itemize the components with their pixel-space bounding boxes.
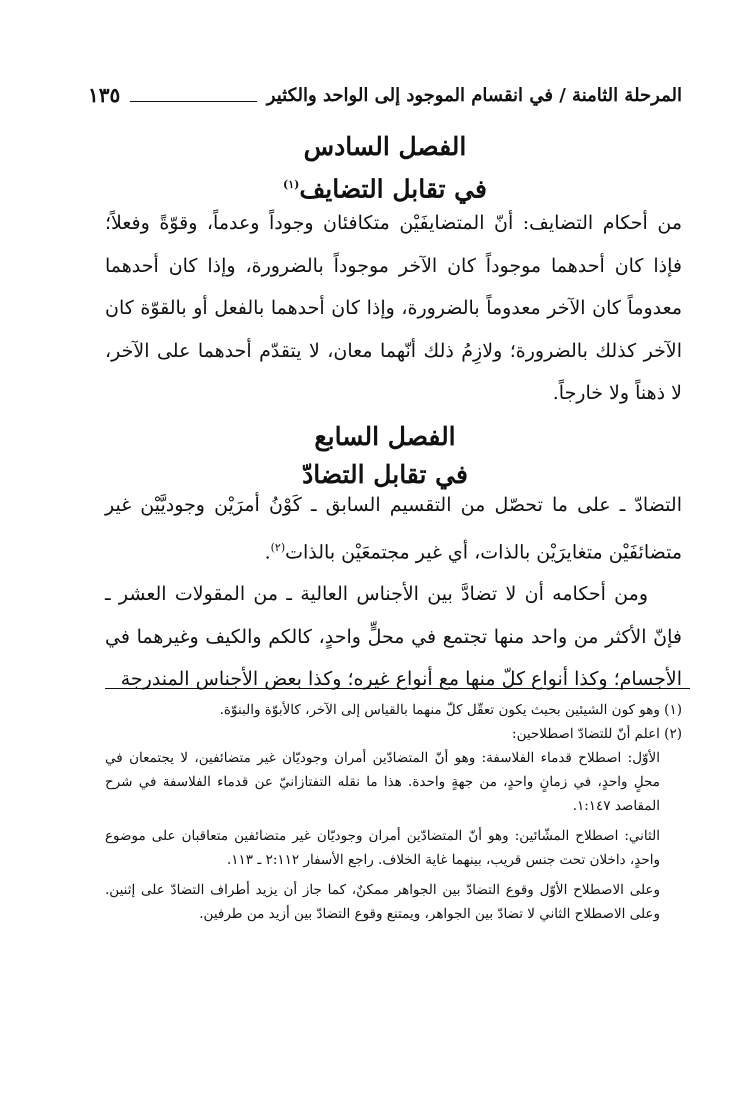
footnote-separator bbox=[105, 688, 690, 689]
chapter-7-body bbox=[105, 484, 682, 701]
footnote-ref-2: (٢) bbox=[270, 540, 286, 554]
chapter-7-title: الفصل السابع bbox=[314, 422, 456, 451]
chapter-7-paragraph-2: ومن أحكامه أن لا تضادَّ بين الأجناس العالية ـ من المقولات العشر ـ فإنّ الأكثر من واحد منها تجتمع في محلٍّ واحدٍ، كالكم والكيف وغيرهما في الأجسام؛ وكذا أنواع كلّ منها مع أنواع غيره؛ وكذا بعض الأجناس المندرجة bbox=[105, 583, 682, 691]
footnote-2-second-term: الثاني: اصطلاح المشّائين: وهو أنّ المتضادّين أمران وجوديّان غير متضائفين متعاقبان على موضوع واحدٍ، داخلان تحت جنس قريب، بينهما غاية الخلاف. راجع الأسفار ٢:١١٢ ـ ١١٣. bbox=[105, 828, 660, 868]
chapter-7-paragraph-1: التضادّ ـ على ما تحصّل من التقسيم السابق ـ كَوْنُ أمرَيْن وجوديَّيْن غير متضائفَيْن متغايرَيْن بالذات، أي غير مجتمعَيْن بالذات$^{(٢)}$. bbox=[105, 494, 682, 563]
footnote-2-intro: (٢) اعلم أنّ للتضادّ اصطلاحين: bbox=[512, 726, 682, 742]
chapter-7-heading bbox=[90, 418, 680, 494]
chapter-6-heading bbox=[90, 128, 680, 208]
footnotes bbox=[105, 698, 682, 926]
running-title: المرحلة الثامنة / في انقسام الموجود إلى الواحد والكثير bbox=[266, 84, 682, 106]
footnote-2-conclusion: وعلى الاصطلاح الأوّل وقوع التضادّ بين الجواهر ممكنٌ، كما جاز أن يزيد أطراف التضادّ على إثنين. وعلى الاصطلاح الثاني لا تضادّ بين الجواهر، ويمتنع وقوع التضادّ بين أزيد من طرفين. bbox=[105, 882, 660, 922]
chapter-6-paragraph: من أحكام التضايف: أنّ المتضايفَيْن متكافئان وجوداً وعدماً، وقوّةً وفعلاً؛ فإذا كان أحدهما موجوداً كان الآخر موجوداً بالضرورة، وإذا كان أحدهما معدوماً كان الآخر معدوماً بالضرورة، وإذا كان أحدهما بالفعل أو بالقوّة كان الآخر كذلك بالضرورة؛ ولازِمُ ذلك أنّهما معان، لا يتقدّم أحدهما على الآخر، لا ذهناً ولا خارجاً. bbox=[105, 212, 682, 404]
page-number: ١٣٥ bbox=[88, 83, 121, 107]
footnote-ref-1: (١) bbox=[283, 178, 300, 191]
chapter-6-body bbox=[105, 202, 682, 415]
running-header bbox=[88, 78, 682, 112]
chapter-6-subtitle: في تقابل التضايف$^{(١)}$ bbox=[283, 174, 487, 204]
chapter-6-title: الفصل السادس bbox=[303, 132, 467, 161]
chapter-7-subtitle: في تقابل التضادّ bbox=[302, 460, 468, 489]
footnote-2-first-term: الأوّل: اصطلاح قدماء الفلاسفة: وهو أنّ المتضادّين أمران وجوديّان غير متضائفين، لا يجتمعان في محلٍ واحدٍ، في زمانٍ واحدٍ، من جهةٍ واحدة. هذا ما نقله التفتازانيّ عن قدماء الفلاسفة في شرح المقاصد ١:١٤٧. bbox=[105, 750, 660, 814]
footnote-1: (١) وهو كون الشيئين بحيث يكون تعقّل كلّ منهما بالقياس إلى الآخر، كالأبوّة والبنوّة. bbox=[219, 702, 682, 718]
header-rule bbox=[130, 101, 257, 102]
